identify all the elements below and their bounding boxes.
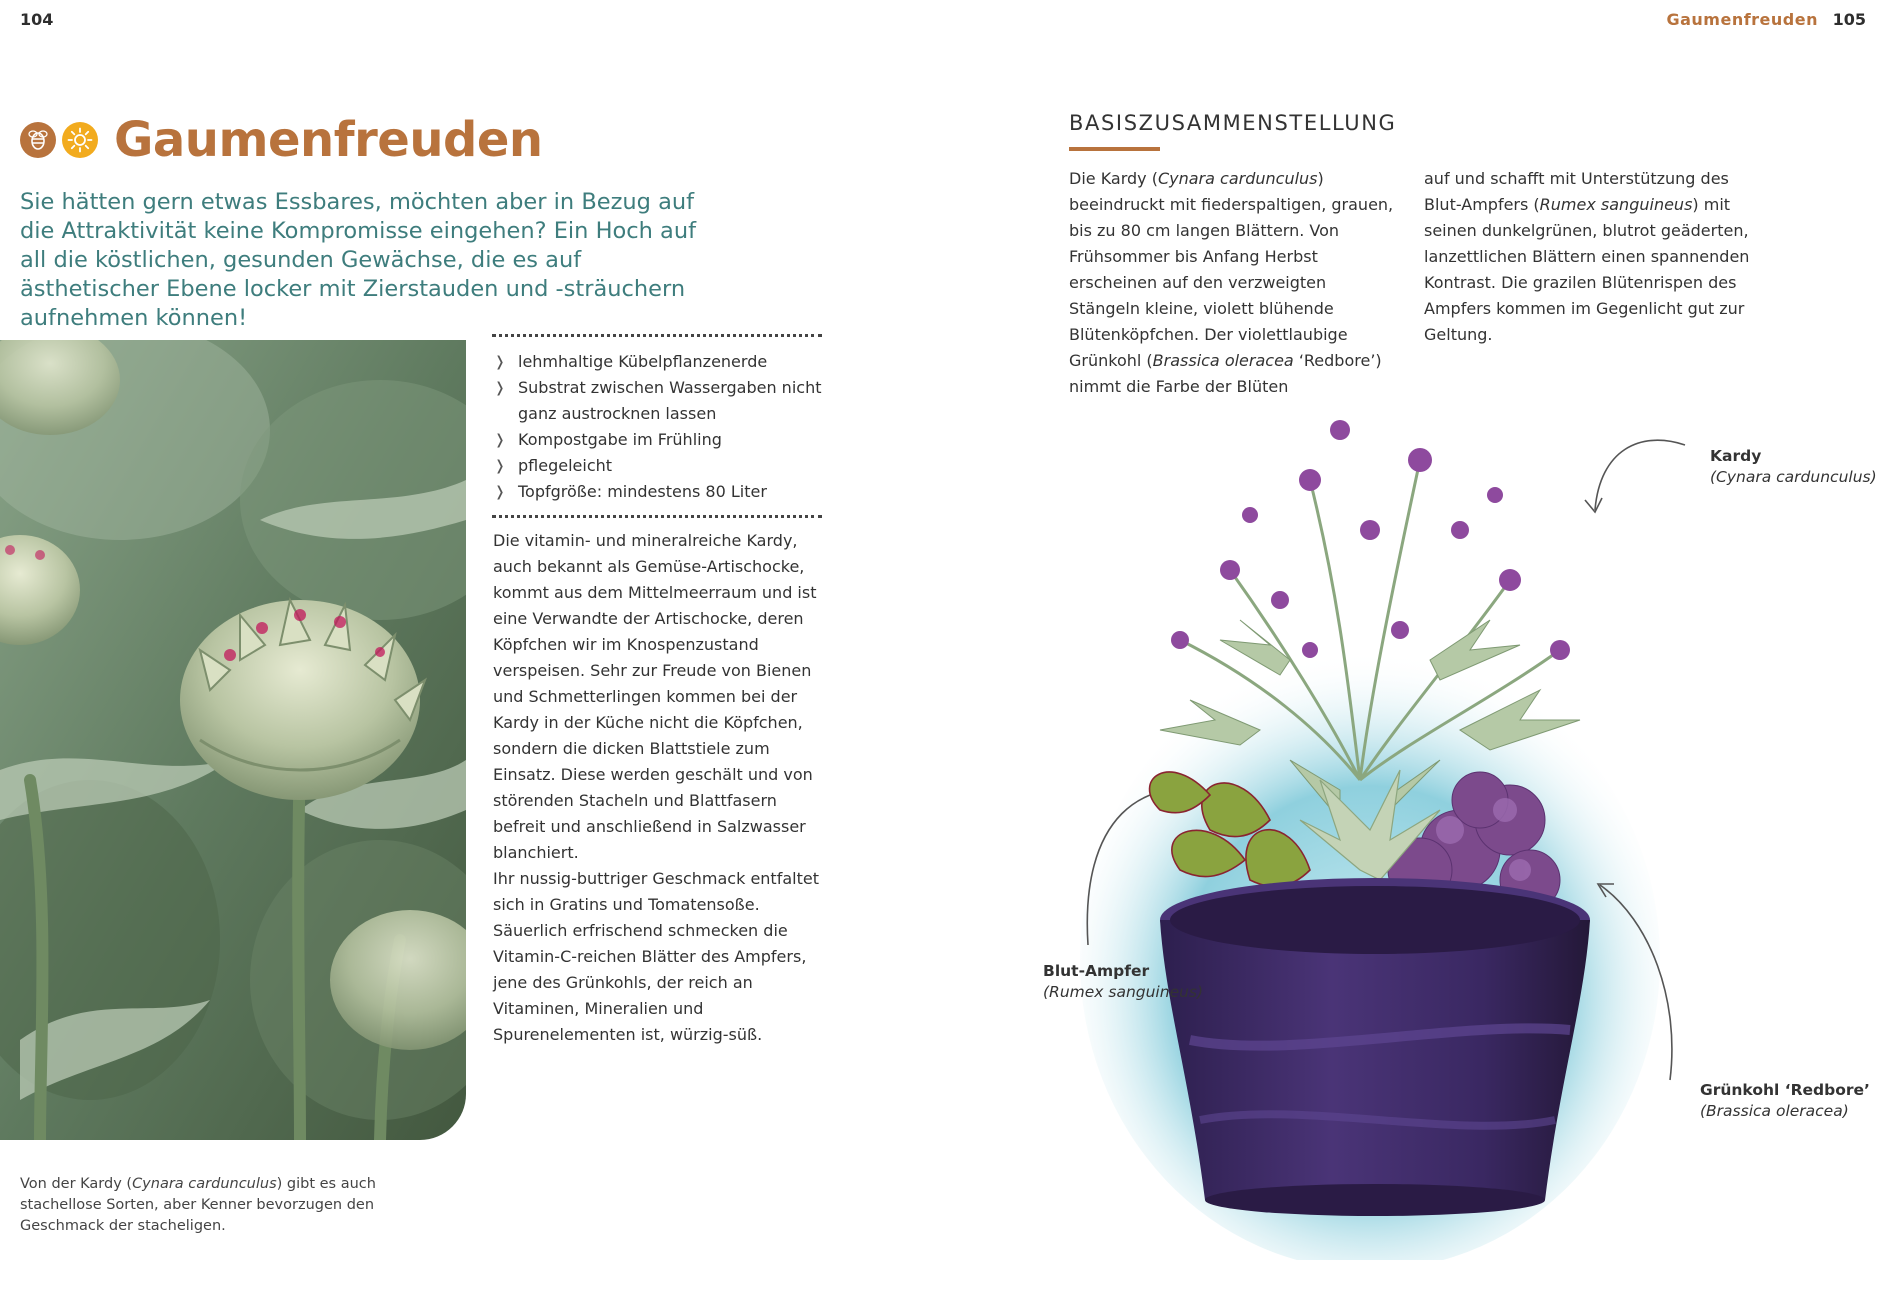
heading-rule [1069, 147, 1160, 151]
chapter-title: Gaumenfreuden [114, 112, 543, 168]
label-kardy: Kardy (Cynara cardunculus) [1710, 447, 1877, 486]
page-number-left: 104 [20, 10, 54, 29]
description-column-1: Die Kardy (Cynara cardunculus) beeindruckt mit fiederspaltigen, grauen, bis zu 80 cm langen Blättern. Von Frühsommer bis Anfang Herbst erscheinen auf den verzweigten Stängeln kleine, violett blühende Blütenköpfchen. Der violettlaubige Grünkohl (Brassica oleracea ‘Redbore’) nimmt die Farbe der Blüten [1069, 169, 1394, 396]
chevron-right-icon: ❭ [494, 484, 506, 500]
chapter-title-row [20, 112, 543, 168]
chevron-right-icon: ❭ [494, 354, 506, 370]
list-item: ❭ Topfgröße: mindestens 80 Liter [492, 479, 822, 505]
sun-icon [62, 122, 98, 158]
list-item: ❭ Substrat zwischen Wassergaben nicht ganz austrocknen lassen [492, 375, 822, 427]
planter-illustration [1040, 400, 1720, 1260]
list-item: ❭ Kompostgabe im Frühling [492, 427, 822, 453]
chevron-right-icon: ❭ [494, 432, 506, 448]
running-head: Gaumenfreuden [1666, 10, 1818, 29]
chevron-right-icon: ❭ [494, 380, 506, 396]
care-list [492, 349, 822, 505]
list-item: ❭ pflegeleicht [492, 453, 822, 479]
label-gruenkohl: Grünkohl ‘Redbore’ (Brassica oleracea) [1700, 1081, 1870, 1120]
body-paragraph: Ihr nussig-buttriger Geschmack entfaltet sich in Gratins und Tomatensoße. Säuerlich erfrischend schmecken die Vitamin-C-reichen Blätter des Ampfers, jene des Grünkohls, der reich an Vitaminen, Mineralien und Spurenelementen ist, würzig-süß. [493, 869, 819, 1044]
body-paragraph: Die vitamin- und mineralreiche Kardy, auch bekannt als Gemüse-Artischocke, kommt aus dem Mittelmeerraum und ist eine Verwandte der Artischocke, deren Köpfchen wir im Knospenzustand verspeisen. Sehr zur Freude von Bienen und Schmetterlingen kommen bei der Kardy in der Küche nicht die Köpfchen, sondern die dicken Blattstiele zum Einsatz. Diese werden geschält und von störenden Stacheln und Blattfasern befreit und anschließend in Salzwasser blanchiert. [493, 531, 817, 862]
body-text [493, 528, 823, 1048]
chevron-right-icon: ❭ [494, 458, 506, 474]
intro-text: Sie hätten gern etwas Essbares, möchten aber in Bezug auf die Attraktivität keine Kompromisse eingehen? Ein Hoch auf all die köstlichen, gesunden Gewächse, die es auf ästhetischer Ebene locker mit Zierstauden und -sträuchern aufnehmen können! [20, 189, 697, 331]
label-blut-ampfer: Blut-Ampfer (Rumex sanguineus) [1043, 962, 1204, 1001]
care-info-box [492, 334, 822, 518]
section-heading: BASISZUSAMMENSTELLUNG [1069, 111, 1397, 135]
description-column-2: auf und schafft mit Unterstützung des Blut-Ampfers (Rumex sanguineus) mit seinen dunkelgrünen, blutrot geäderten, lanzettlichen Blättern einen spannenden Kontrast. Die grazilen Blütenrispen des Ampfers kommen im Gegenlicht gut zur Geltung. [1424, 169, 1750, 344]
bee-icon [20, 122, 56, 158]
list-item: ❭ lehmhaltige Kübelpflanzenerde [492, 349, 822, 375]
cardoon-photo [0, 340, 466, 1140]
photo-caption: Von der Kardy (Cynara cardunculus) gibt es auch stachellose Sorten, aber Kenner bevorzugen den Geschmack der stacheligen. [20, 1176, 376, 1234]
page-number-right: 105 [1832, 10, 1866, 29]
